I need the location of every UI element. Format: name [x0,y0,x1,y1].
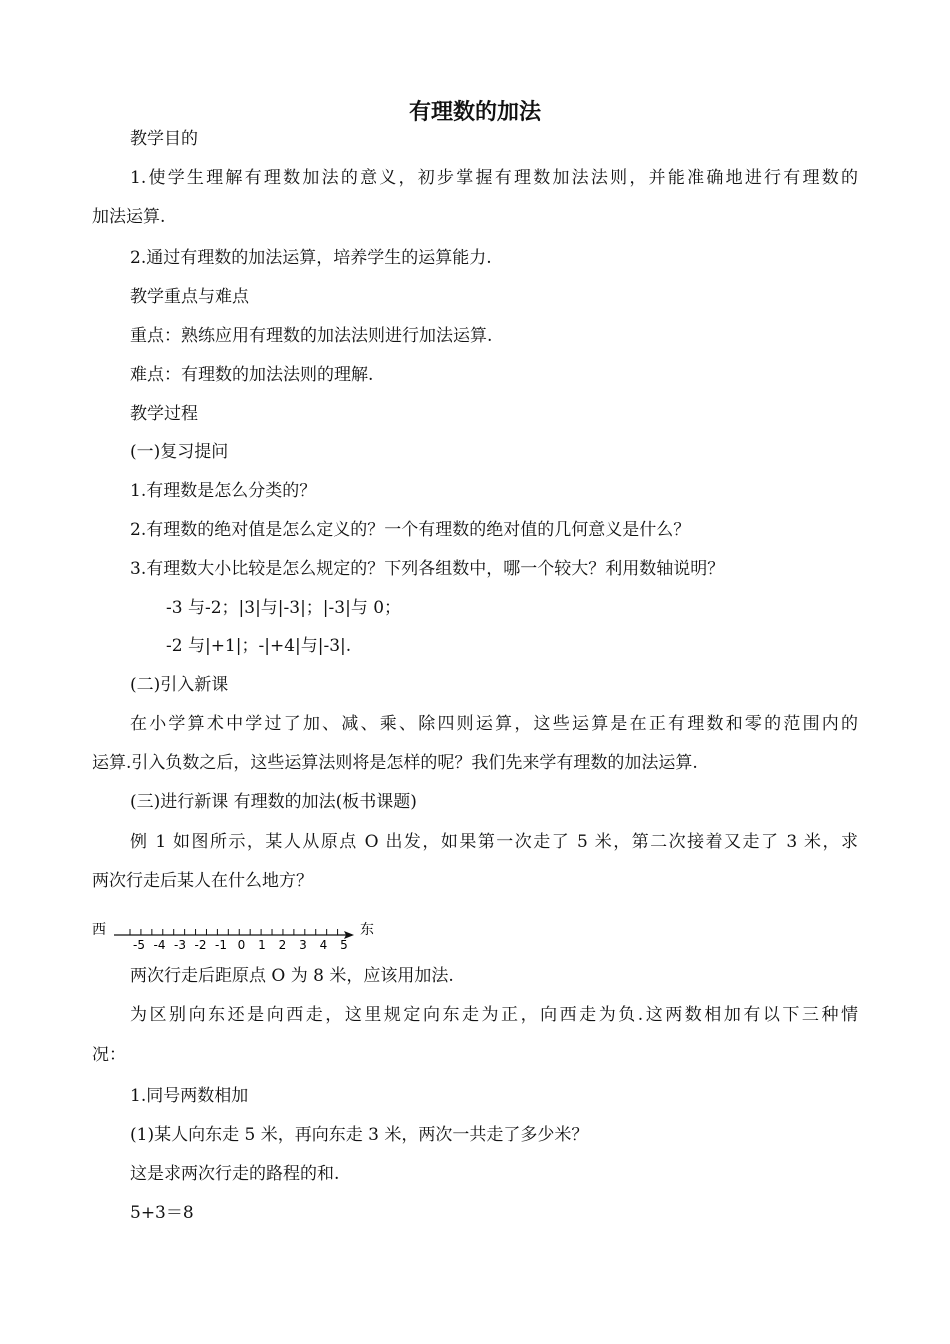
paragraph-line: 两次行走后距原点 O 为 8 米，应该用加法. [130,966,454,986]
paragraph-line: 例 1 如图所示，某人从原点 O 出发，如果第一次走了 5 米，第二次接着又走了 3 米，求 [130,832,858,852]
tick-label: 3 [299,938,307,952]
number-line-figure [92,913,392,953]
east-label: 东 [360,922,374,938]
section-heading-objectives: 教学目的 [130,129,198,149]
subsection-heading: (一)复习提问 [130,442,229,462]
tick-group [130,929,348,952]
paragraph-line: 1.使学生理解有理数加法的意义，初步掌握有理数加法法则，并能准确地进行有理数的 [130,168,858,188]
paragraph-line: 3.有理数大小比较是怎么规定的？下列各组数中，哪一个较大？利用数轴说明？ [130,559,725,579]
paragraph-line: 这是求两次行走的路程的和. [130,1164,340,1184]
subsection-heading: 1.同号两数相加 [130,1086,249,1106]
page-title: 有理数的加法 [408,100,541,125]
math-expression-line: -2 与|+1|；-|+4|与|-3|. [166,636,352,656]
paragraph-line: 难点：有理数的加法法则的理解. [130,365,374,385]
paragraph-line: 2.通过有理数的加法运算，培养学生的运算能力. [130,248,492,268]
subsection-heading: (二)引入新课 [130,675,229,695]
tick-label: -1 [215,938,227,952]
section-heading-focus: 教学重点与难点 [130,287,249,307]
tick-label: -3 [174,938,186,952]
tick-label: 5 [340,938,348,952]
paragraph-line: 1.有理数是怎么分类的？ [130,481,317,501]
paragraph-line: 重点：熟练应用有理数的加法法则进行加法运算. [130,326,493,346]
tick-label: -5 [133,938,145,952]
math-expression-line: -3 与-2；|3|与|-3|；|-3|与 0； [166,598,402,618]
paragraph-line: 运算.引入负数之后，这些运算法则将是怎样的呢？我们先来学有理数的加法运算. [92,753,698,773]
paragraph-line: 况： [92,1045,126,1065]
tick-label: 4 [319,938,328,952]
paragraph-line: 在小学算术中学过了加、减、乘、除四则运算，这些运算是在正有理数和零的范围内的 [130,714,858,734]
paragraph-line: 为区别向东还是向西走，这里规定向东走为正，向西走为负.这两数相加有以下三种情 [130,1005,858,1025]
subsection-heading: (三)进行新课 有理数的加法(板书课题) [130,792,417,812]
math-expression-line: 5+3＝8 [130,1203,194,1223]
tick-label: 1 [258,938,266,952]
tick-label: 0 [237,938,246,952]
paragraph-line: (1)某人向东走 5 米，再向东走 3 米，两次一共走了多少米？ [130,1125,589,1145]
tick-label: 2 [278,938,287,952]
west-label: 西 [92,922,106,938]
tick-label: -2 [194,938,207,952]
section-heading-process: 教学过程 [130,404,198,424]
paragraph-line: 两次行走后某人在什么地方？ [92,871,313,891]
paragraph-line: 2.有理数的绝对值是怎么定义的？一个有理数的绝对值的几何意义是什么？ [130,520,691,540]
paragraph-line: 加法运算. [92,207,166,227]
tick-label: -4 [153,938,166,952]
